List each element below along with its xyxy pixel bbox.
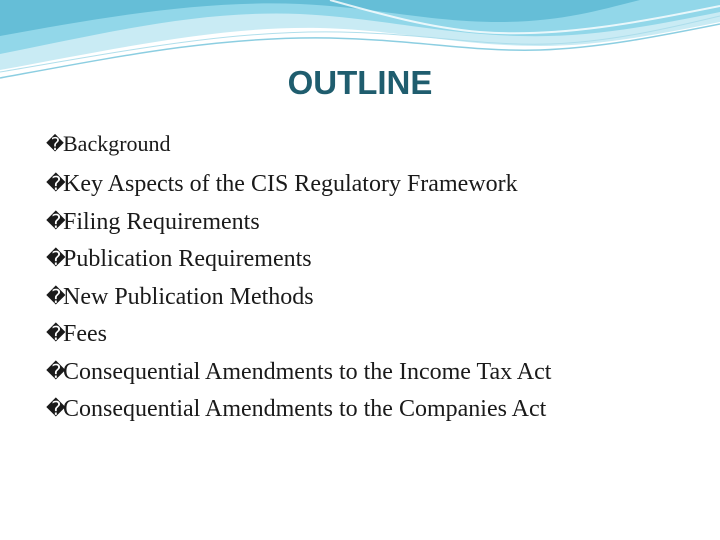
list-item <box>46 354 706 392</box>
list-item-text: New Publication Methods <box>63 283 314 310</box>
list-item <box>46 316 706 354</box>
list-item <box>46 124 706 166</box>
list-item-text: Filing Requirements <box>63 208 260 235</box>
list-item-text: Fees <box>63 321 107 347</box>
bullet-icon: � <box>46 135 65 155</box>
bullet-icon: � <box>46 359 66 383</box>
slide-title: OUTLINE <box>287 64 433 101</box>
list-item-text: Publication Requirements <box>63 246 312 272</box>
bullet-icon: � <box>46 284 66 308</box>
list-item-text: Background <box>63 131 171 156</box>
list-item <box>46 241 706 279</box>
bullet-icon: � <box>46 247 66 270</box>
bullet-icon: � <box>46 172 66 195</box>
outline-list <box>46 124 706 429</box>
list-item-text: Key Aspects of the CIS Regulatory Framework <box>63 171 518 197</box>
bullet-icon: � <box>46 322 66 345</box>
bullet-icon: � <box>46 209 66 233</box>
bullet-icon: � <box>46 397 66 420</box>
list-item <box>46 391 706 429</box>
list-item <box>46 166 706 204</box>
list-item-text: Consequential Amendments to the Income Tax Act <box>63 358 552 385</box>
list-item <box>46 204 706 242</box>
list-item <box>46 279 706 317</box>
list-item-text: Consequential Amendments to the Companies Act <box>63 396 547 422</box>
